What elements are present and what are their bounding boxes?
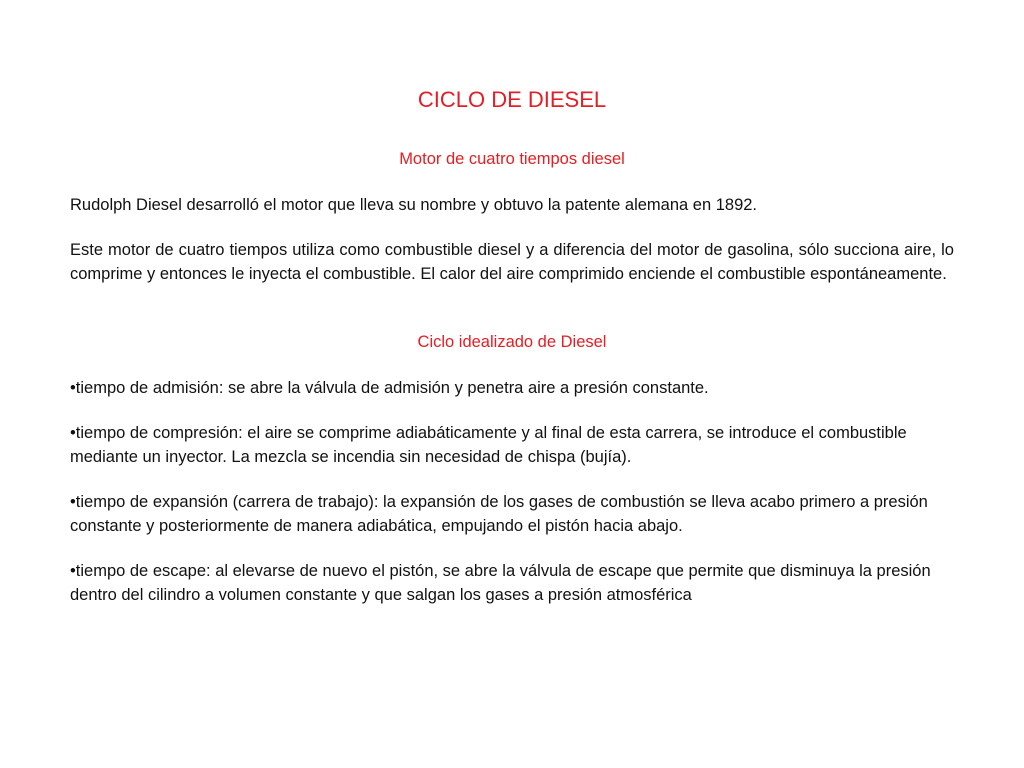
bullet-exhaust: •tiempo de escape: al elevarse de nuevo el pistón, se abre la válvula de escape que permite que disminuya la presión dentro del cilindro a volumen constante y que salgan los gases a presión atmosférica [70, 562, 931, 604]
paragraph-description: Este motor de cuatro tiempos utiliza como combustible diesel y a diferencia del motor de gasolina, sólo succiona aire, lo comprime y entonces le inyecta el combustible. El calor del aire comprimido enciende el combustible espontáneamente. [70, 241, 954, 283]
bullet-compression: •tiempo de compresión: el aire se comprime adiabáticamente y al final de esta carrera, se introduce el combustible mediante un inyector. La mezcla se incendia sin necesidad de chispa (bujía). [70, 424, 907, 466]
bullet-admission: •tiempo de admisión: se abre la válvula de admisión y penetra aire a presión constante. [70, 378, 709, 397]
bullet-expansion: •tiempo de expansión (carrera de trabajo): la expansión de los gases de combustión se lleva acabo primero a presión constante y posteriormente de manera adiabática, empujando el pistón hacia abajo. [70, 493, 928, 535]
section-subtitle-cycle: Ciclo idealizado de Diesel [417, 333, 607, 351]
paragraph-history: Rudolph Diesel desarrolló el motor que lleva su nombre y obtuvo la patente alemana en 1892. [70, 195, 758, 214]
section-subtitle-motor: Motor de cuatro tiempos diesel [399, 150, 625, 168]
slide-title: CICLO DE DIESEL [417, 87, 607, 112]
slide-content [70, 148, 954, 607]
